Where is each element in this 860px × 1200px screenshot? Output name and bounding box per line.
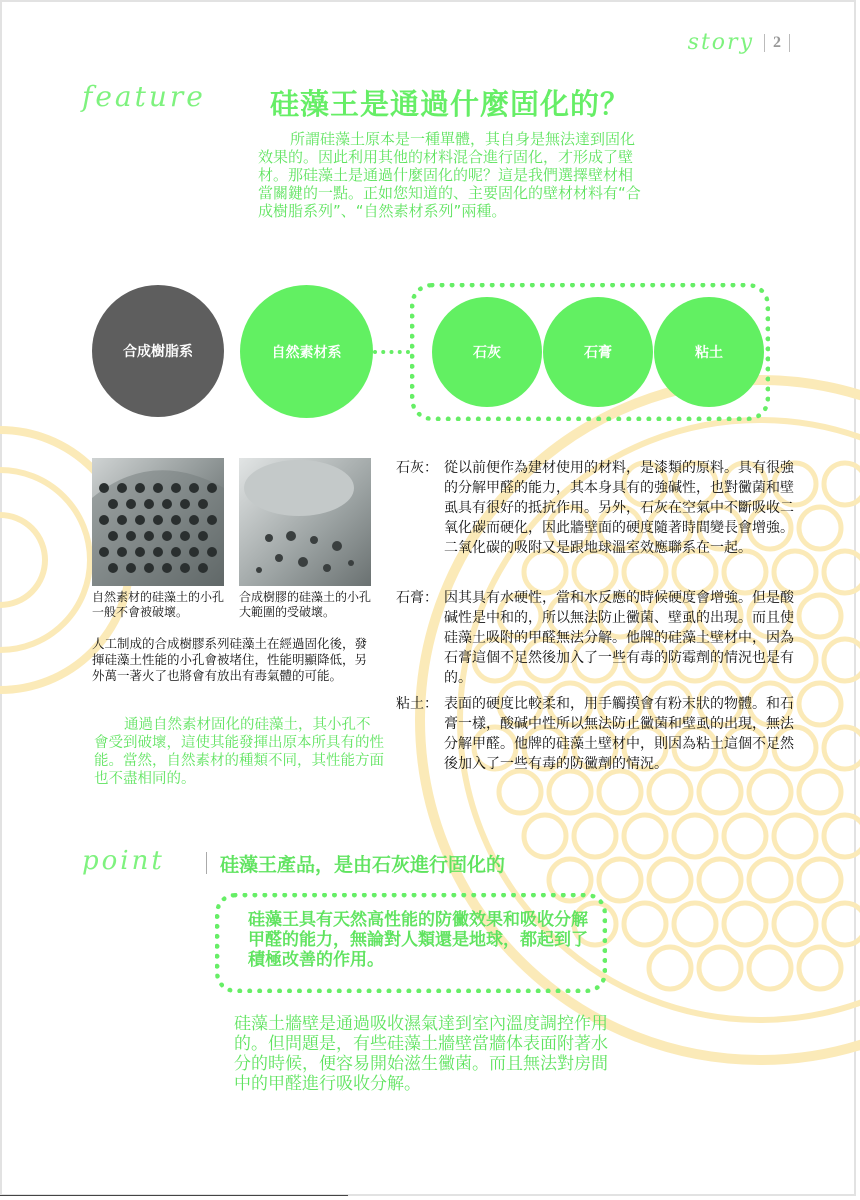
lime-circle xyxy=(432,297,542,407)
footer-rule xyxy=(0,1195,348,1196)
gypsum-term: 石膏： xyxy=(396,590,438,606)
natural-summary: 通過自然素材固化的硅藻土，其小孔不會受到破壞，這使其能發揮出原本所具有的性能。當然，自然素材的種類不同，其性能方面也不盡相同的。 xyxy=(94,717,384,787)
point-divider xyxy=(206,852,207,874)
lime-label: 石灰 xyxy=(473,345,501,361)
gypsum-description xyxy=(396,588,796,688)
natural-photo-caption: 自然素材的硅藻土的小孔一般不會被破壞。 xyxy=(92,590,225,619)
synthetic-photo-caption: 合成樹膠的硅藻土的小孔大範圍的受破壞。 xyxy=(239,590,372,619)
natural-material-label: 自然素材系 xyxy=(271,344,342,361)
page-title: 硅藻王是通過什麼固化的？ xyxy=(270,87,631,121)
feature-label: feature xyxy=(82,80,206,113)
natural-material-circle xyxy=(240,285,373,418)
page-header xyxy=(688,30,790,55)
dotted-connector xyxy=(373,350,410,354)
clay-label: 粘土 xyxy=(695,345,723,361)
lime-description xyxy=(396,458,796,558)
synthetic-resin-circle xyxy=(92,285,224,417)
gypsum-label: 石膏 xyxy=(584,345,612,361)
point-paragraph: 硅藻土牆壁是通過吸收濕氣達到室內溫度調控作用的。但問題是，有些硅藻土牆壁當牆体表面附著水分的時候，便容易開始滋生黴菌。而且無法對房間中的甲醛進行吸收分解。 xyxy=(234,1014,608,1094)
natural-diatomite-photo xyxy=(92,458,224,586)
synthetic-note: 人工制成的合成樹膠系列硅藻土在經過固化後，發揮硅藻土性能的小孔會被堵住，性能明顯降低，另外萬一著火了也將會有放出有毒氣體的可能。 xyxy=(92,636,368,683)
clay-text: 表面的硬度比較柔和，用手觸摸會有粉末狀的物體。和石膏一樣，酸碱中性所以無法防止黴菌和壁虱的出現，無法分解甲醛。他牌的硅藻土壁材中，則因為粘土這個不足然後加入了一些有毒的防黴劑的情況。 xyxy=(444,696,794,772)
gypsum-circle xyxy=(543,297,653,407)
gypsum-text: 因其具有水硬性，當和水反應的時候硬度會增強。但是酸碱性是中和的，所以無法防止黴菌、壁虱的出現。而且使硅藻土吸附的甲醛無法分解。他牌的硅藻土壁材中，因為石膏這個不足然後加入了一些有毒的防霉劑的情況也是有的。 xyxy=(444,590,794,686)
point-highlight-text: 硅藻王具有天然高性能的防黴效果和吸收分解甲醛的能力，無論對人類還是地球，都起到了積極改善的作用。 xyxy=(248,910,588,970)
point-title: 硅藻王產品，是由石灰進行固化的 xyxy=(220,854,506,876)
page-number: 2 xyxy=(764,34,790,52)
clay-description xyxy=(396,694,796,774)
synthetic-diatomite-photo xyxy=(239,458,371,586)
clay-term: 粘土： xyxy=(396,696,438,712)
lime-term: 石灰： xyxy=(396,460,438,476)
intro-paragraph: 所謂硅藻土原本是一種單體，其自身是無法達到固化效果的。因此利用其他的材料混合進行固化，才形成了壁材。那硅藻土是通過什麼固化的呢？這是我們選擇壁材相當關鍵的一點。正如您知道的、主要固化的壁材材料有“合成樹脂系列”、“自然素材系列”兩種。 xyxy=(258,130,641,220)
point-label: point xyxy=(82,846,165,876)
lime-text: 從以前便作為建材使用的材料，是漆類的原料。具有很強的分解甲醛的能力，其本身具有的強碱性，也對黴菌和壁虱具有很好的抵抗作用。另外，石灰在空氣中不斷吸收二氧化碳而硬化，因此牆壁面的硬度隨著時間變長會增強。二氧化碳的吸附又是跟地球溫室效應聯系在一起。 xyxy=(444,460,794,556)
section-label: story xyxy=(687,30,754,55)
synthetic-resin-label: 合成樹脂系 xyxy=(123,344,193,360)
clay-circle xyxy=(654,297,764,407)
material-diagram xyxy=(0,280,860,430)
